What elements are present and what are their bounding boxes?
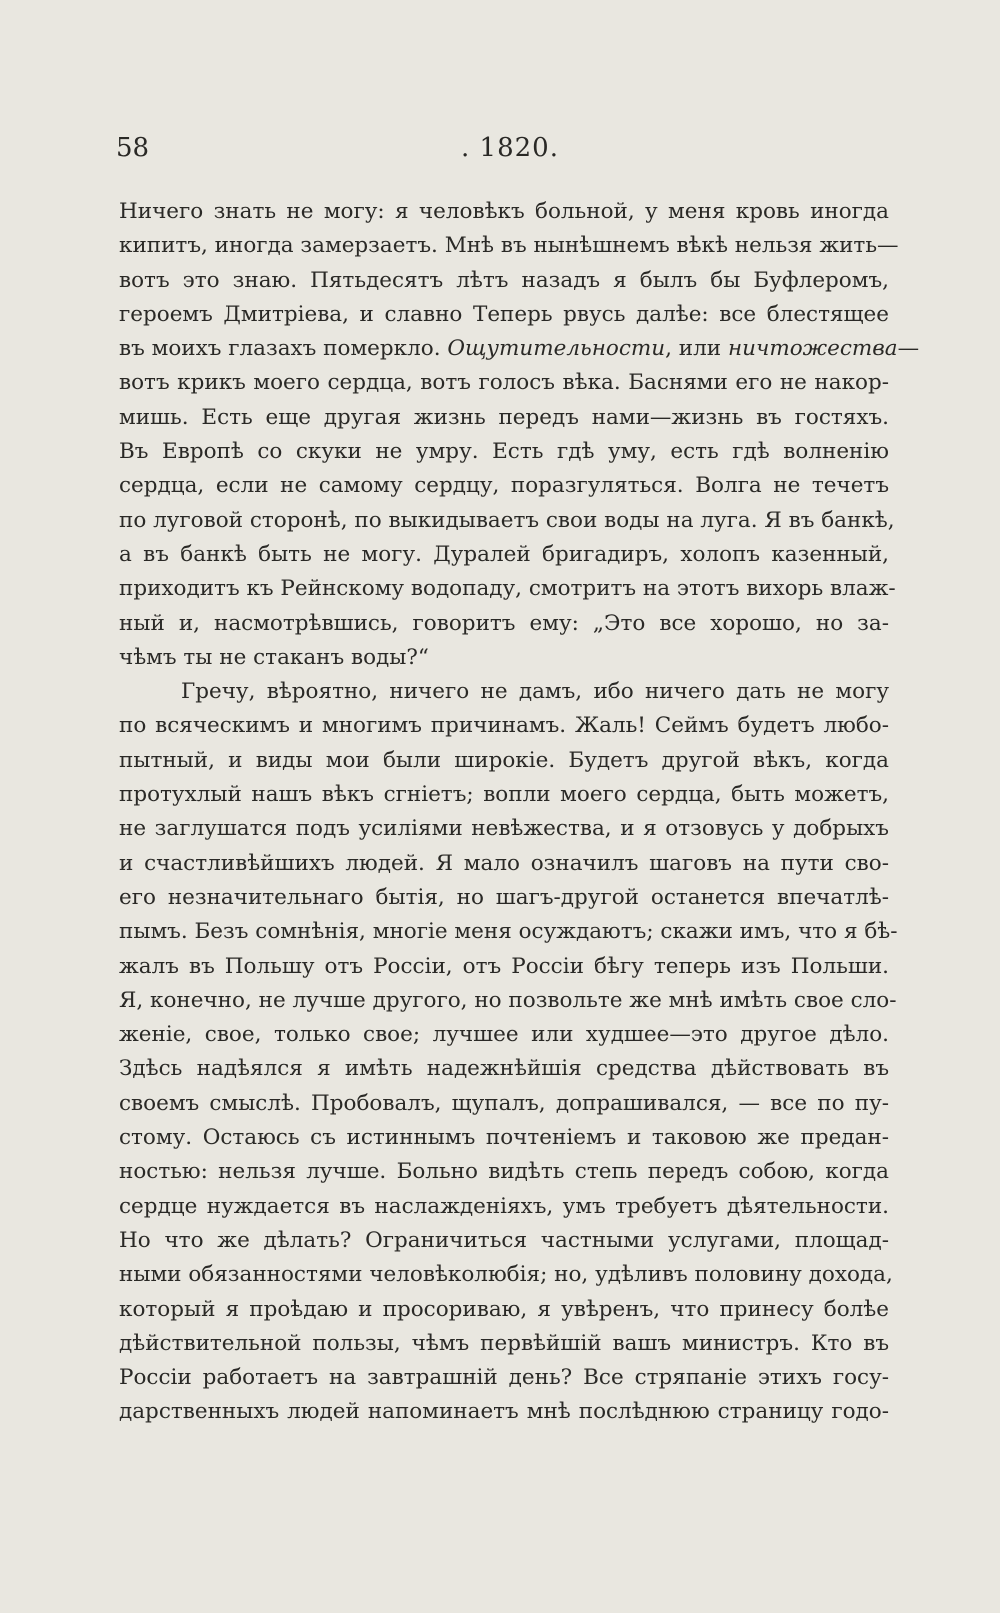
text-segment: сердце нуждается въ наслажденіяхъ, умъ требуетъ дѣятельности. <box>119 1193 889 1219</box>
text-line <box>119 984 897 1018</box>
text-segment: , или <box>665 336 728 362</box>
text-segment: который я проѣдаю и просориваю, я увѣренъ, что принесу болѣе <box>119 1296 889 1322</box>
text-line <box>119 572 896 606</box>
running-head: . 1820. <box>461 133 559 163</box>
text-line <box>119 298 889 332</box>
text-segment: Гречу, вѣроятно, ничего не дамъ, ибо ничего дать не могу <box>181 679 889 705</box>
text-line <box>119 915 898 949</box>
text-segment: вотъ крикъ моего сердца, вотъ голосъ вѣка. Баснями его не накор- <box>119 370 889 396</box>
text-line <box>119 1190 889 1224</box>
text-line <box>119 778 889 812</box>
text-line <box>119 1052 889 1086</box>
text-segment: и счастливѣйшихъ людей. Я мало означилъ шаговъ на пути сво- <box>119 850 889 876</box>
text-segment: героемъ Дмитріева, и славно Теперь рвусь далѣе: все блестящее <box>119 301 889 327</box>
text-line <box>119 1155 889 1189</box>
text-segment: ностью: нельзя лучше. Больно видѣть степь передъ собою, когда <box>119 1159 889 1185</box>
text-segment: стому. Остаюсь съ истиннымъ почтеніемъ и таковою же предан- <box>119 1125 889 1151</box>
page-number: 58 <box>116 133 150 163</box>
text-line <box>119 607 889 641</box>
text-line <box>119 1395 889 1429</box>
text-line <box>119 401 889 435</box>
text-segment: а въ банкѣ быть не могу. Дуралей бригадиръ, холопъ казенный, <box>119 541 889 567</box>
page-header <box>116 133 896 173</box>
text-line <box>119 1018 889 1052</box>
text-segment: ный и, насмотрѣвшись, говоритъ ему: „Это все хорошо, но за- <box>119 610 889 636</box>
text-line <box>119 950 889 984</box>
text-line <box>119 675 889 709</box>
text-segment: жалъ въ Польшу отъ Россіи, отъ Россіи бѣгу теперь изъ Польши. <box>119 953 889 979</box>
text-segment: ными обязанностями человѣколюбія; но, удѣливъ половину дохода, <box>119 1262 893 1288</box>
text-line <box>119 195 889 229</box>
text-segment: Ничего знать не могу: я человѣкъ больной, у меня кровь иногда <box>119 199 889 224</box>
text-segment: — <box>897 336 920 362</box>
text-segment: Здѣсь надѣялся я имѣть надежнѣйшія средства дѣйствовать въ <box>119 1056 889 1082</box>
text-line <box>119 641 889 675</box>
text-segment: не заглушатся подъ усиліями невѣжества, и я отзовусь у добрыхъ <box>119 816 889 842</box>
text-line <box>119 366 889 400</box>
text-line <box>119 538 889 572</box>
text-segment: дарственныхъ людей напоминаетъ мнѣ послѣднюю страницу годо- <box>119 1399 889 1425</box>
text-segment: въ моихъ глазахъ померкло. <box>119 336 448 362</box>
text-line <box>119 1121 889 1155</box>
text-line <box>119 332 920 366</box>
text-segment: его незначительнаго бытія, но шагъ-другой останется впечатлѣ- <box>119 884 889 910</box>
text-line <box>119 229 899 263</box>
text-segment: сердца, если не самому сердцу, поразгуляться. Волга не течетъ <box>119 473 889 499</box>
text-line <box>119 744 889 778</box>
text-segment: Россіи работаетъ на завтрашній день? Все стряпаніе этихъ госу- <box>119 1365 889 1391</box>
text-line <box>119 709 889 743</box>
text-segment: пымъ. Безъ сомнѣнія, многіе меня осуждаютъ; скажи имъ, что я бѣ- <box>119 919 898 945</box>
italic-phrase: Ощутительности <box>447 336 666 362</box>
text-line <box>119 881 889 915</box>
text-segment: пытный, и виды мои были широкіе. Будетъ другой вѣкъ, когда <box>119 747 889 773</box>
text-segment: Но что же дѣлать? Ограничиться частными услугами, площад- <box>119 1227 889 1253</box>
text-segment: мишь. Есть еще другая жизнь передъ нами—жизнь въ гостяхъ. <box>119 404 889 430</box>
text-line <box>119 1361 889 1395</box>
text-line <box>119 504 895 538</box>
text-segment: по луговой сторонѣ, по выкидываетъ свои воды на луга. Я въ банкѣ, <box>119 507 895 533</box>
text-segment: своемъ смыслѣ. Пробовалъ, щупалъ, допрашивался, — все по пу- <box>119 1090 889 1116</box>
text-line <box>119 847 889 881</box>
text-segment: приходитъ къ Рейнскому водопаду, смотритъ на этотъ вихорь влаж- <box>119 576 896 602</box>
text-segment: кипитъ, иногда замерзаетъ. Мнѣ въ нынѣшнемъ вѣкѣ нельзя жить— <box>119 233 899 259</box>
text-line <box>119 1224 889 1258</box>
text-segment: протухлый нашъ вѣкъ сгніетъ; вопли моего сердца, быть можетъ, <box>119 782 889 808</box>
text-line <box>119 1293 889 1327</box>
text-segment: чѣмъ ты не стаканъ воды?“ <box>119 644 429 670</box>
text-segment: Я, конечно, не лучше другого, но позвольте же мнѣ имѣть свое сло- <box>119 987 897 1013</box>
body-text <box>119 195 920 1430</box>
text-line <box>119 1258 893 1292</box>
text-segment: женіе, свое, только свое; лучшее или худшее—это другое дѣло. <box>119 1022 889 1048</box>
text-line <box>119 469 889 503</box>
text-line <box>119 264 889 298</box>
text-segment: по всяческимъ и многимъ причинамъ. Жаль! Сеймъ будетъ любо- <box>119 713 889 739</box>
text-line <box>119 812 889 846</box>
text-segment: вотъ это знаю. Пятьдесятъ лѣтъ назадъ я былъ бы Буфлеромъ, <box>119 267 889 293</box>
text-line <box>119 1327 889 1361</box>
text-line <box>119 1087 889 1121</box>
text-line <box>119 435 889 469</box>
text-segment: дѣйствительной пользы, чѣмъ первѣйшій вашъ министръ. Кто въ <box>119 1330 889 1356</box>
text-segment: Въ Европѣ со скуки не умру. Есть гдѣ уму, есть гдѣ волненію <box>119 439 889 465</box>
italic-phrase: ничтожества <box>727 336 898 362</box>
